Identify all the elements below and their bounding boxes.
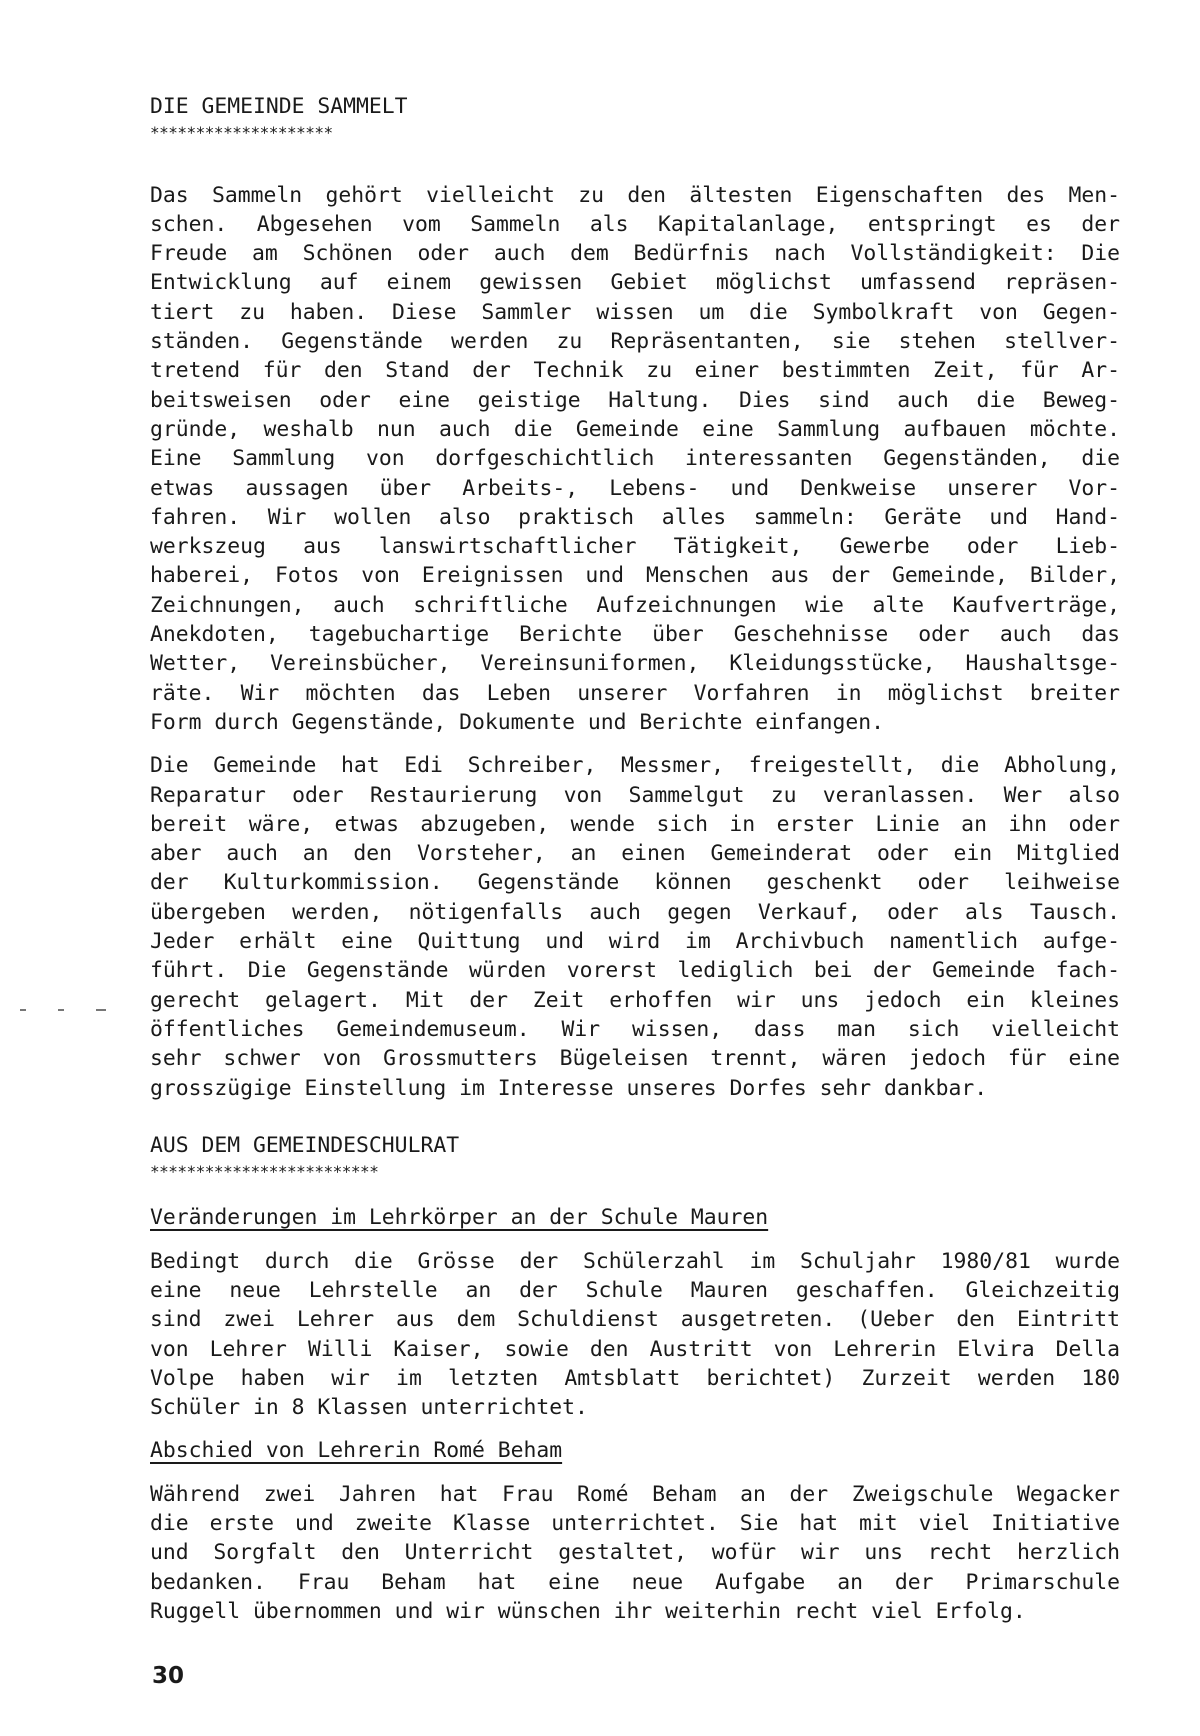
text-line: und Sorgfalt den Unterricht gestaltet, wofür wir uns recht herzlich: [150, 1540, 1120, 1566]
text-line: gerecht gelagert. Mit der Zeit erhoffen wir uns jedoch ein kleines: [150, 987, 1120, 1013]
text-line: tiert zu haben. Diese Sammler wissen um die Symbolkraft von Gegen-: [150, 299, 1120, 325]
text-line: sehr schwer von Grossmutters Bügeleisen trennt, wären jedoch für eine: [150, 1046, 1120, 1072]
text-line: ständen. Gegenstände werden zu Repräsentanten, sie stehen stellver-: [150, 329, 1120, 355]
page-content: [150, 92, 1120, 1626]
text-line: Bedingt durch die Grösse der Schülerzahl im Schuljahr 1980/81 wurde: [150, 1248, 1120, 1274]
subheading: Abschied von Lehrerin Romé Beham: [150, 1438, 563, 1464]
text-line: die erste und zweite Klasse unterrichtet. Sie hat mit viel Initiative: [150, 1511, 1120, 1537]
text-line: räte. Wir möchten das Leben unserer Vorfahren in möglichst breiter: [150, 680, 1120, 706]
text-line: werkszeug aus lanswirtschaftlicher Tätigkeit, Gewerbe oder Lieb-: [150, 534, 1120, 560]
scan-mark: [58, 1009, 64, 1011]
subheading: Veränderungen im Lehrkörper an der Schule Mauren: [150, 1205, 769, 1231]
text-line: sind zwei Lehrer aus dem Schuldienst ausgetreten. (Ueber den Eintritt: [150, 1307, 1120, 1333]
text-line: schen. Abgesehen vom Sammeln als Kapitalanlage, entspringt es der: [150, 211, 1120, 237]
paragraph: [150, 751, 1120, 1073]
page-number: 30: [152, 1663, 185, 1689]
text-line: Wetter, Vereinsbücher, Vereinsuniformen, Kleidungsstücke, Haushaltsge-: [150, 651, 1120, 677]
paragraph-last-line: Form durch Gegenstände, Dokumente und Berichte einfangen.: [150, 709, 885, 735]
section-title-underline-stars: *************************: [150, 1162, 379, 1182]
scan-mark: [96, 1009, 106, 1011]
paragraph: [150, 1247, 1120, 1393]
text-line: aber auch an den Vorsteher, an einen Gemeinderat oder ein Mitglied: [150, 841, 1120, 867]
text-line: eine neue Lehrstelle an der Schule Mauren geschaffen. Gleichzeitig: [150, 1277, 1120, 1303]
text-line: fahren. Wir wollen also praktisch alles sammeln: Geräte und Hand-: [150, 504, 1120, 530]
section-title: DIE GEMEINDE SAMMELT: [150, 94, 408, 119]
paragraph: [150, 1480, 1120, 1597]
paragraph-last-line: grosszügige Einstellung im Interesse unseres Dorfes sehr dankbar.: [150, 1075, 988, 1101]
text-line: etwas aussagen über Arbeits-, Lebens- und Denkweise unserer Vor-: [150, 475, 1120, 501]
text-line: Entwicklung auf einem gewissen Gebiet möglichst umfassend repräsen-: [150, 270, 1120, 296]
text-line: gründe, weshalb nun auch die Gemeinde eine Sammlung aufbauen möchte.: [150, 416, 1120, 442]
section-title-underline-stars: ********************: [150, 123, 333, 143]
text-line: bedanken. Frau Beham hat eine neue Aufgabe an der Primarschule: [150, 1569, 1120, 1595]
text-line: beitsweisen oder eine geistige Haltung. Dies sind auch die Beweg-: [150, 387, 1120, 413]
text-line: tretend für den Stand der Technik zu einer bestimmten Zeit, für Ar-: [150, 358, 1120, 384]
text-line: öffentliches Gemeindemuseum. Wir wissen, dass man sich vielleicht: [150, 1016, 1120, 1042]
text-line: Anekdoten, tagebuchartige Berichte über Geschehnisse oder auch das: [150, 622, 1120, 648]
text-line: führt. Die Gegenstände würden vorerst lediglich bei der Gemeinde fach-: [150, 958, 1120, 984]
text-line: haberei, Fotos von Ereignissen und Menschen aus der Gemeinde, Bilder,: [150, 563, 1120, 589]
text-line: Jeder erhält eine Quittung und wird im Archivbuch namentlich aufge-: [150, 929, 1120, 955]
text-line: Die Gemeinde hat Edi Schreiber, Messmer, freigestellt, die Abholung,: [150, 753, 1120, 779]
section-title: AUS DEM GEMEINDESCHULRAT: [150, 1132, 460, 1158]
text-line: Das Sammeln gehört vielleicht zu den ältesten Eigenschaften des Men-: [150, 182, 1120, 208]
text-line: bereit wäre, etwas abzugeben, wende sich in erster Linie an ihn oder: [150, 811, 1120, 837]
paragraph: [150, 181, 1120, 708]
text-line: von Lehrer Willi Kaiser, sowie den Austritt von Lehrerin Elvira Della: [150, 1336, 1120, 1362]
paragraph-last-line: Ruggell übernommen und wir wünschen ihr weiterhin recht viel Erfolg.: [150, 1598, 1026, 1624]
text-line: Eine Sammlung von dorfgeschichtlich interessanten Gegenständen, die: [150, 446, 1120, 472]
text-line: Während zwei Jahren hat Frau Romé Beham an der Zweigschule Wegacker: [150, 1481, 1120, 1507]
text-line: übergeben werden, nötigenfalls auch gegen Verkauf, oder als Tausch.: [150, 899, 1120, 925]
text-line: Freude am Schönen oder auch dem Bedürfnis nach Vollständigkeit: Die: [150, 241, 1120, 267]
text-line: der Kulturkommission. Gegenstände können geschenkt oder leihweise: [150, 870, 1120, 896]
scan-mark: [20, 1009, 26, 1011]
paragraph-last-line: Schüler in 8 Klassen unterrichtet.: [150, 1395, 588, 1421]
text-line: Zeichnungen, auch schriftliche Aufzeichnungen wie alte Kaufverträge,: [150, 592, 1120, 618]
text-line: Volpe haben wir im letzten Amtsblatt berichtet) Zurzeit werden 180: [150, 1365, 1120, 1391]
text-line: Reparatur oder Restaurierung von Sammelgut zu veranlassen. Wer also: [150, 782, 1120, 808]
